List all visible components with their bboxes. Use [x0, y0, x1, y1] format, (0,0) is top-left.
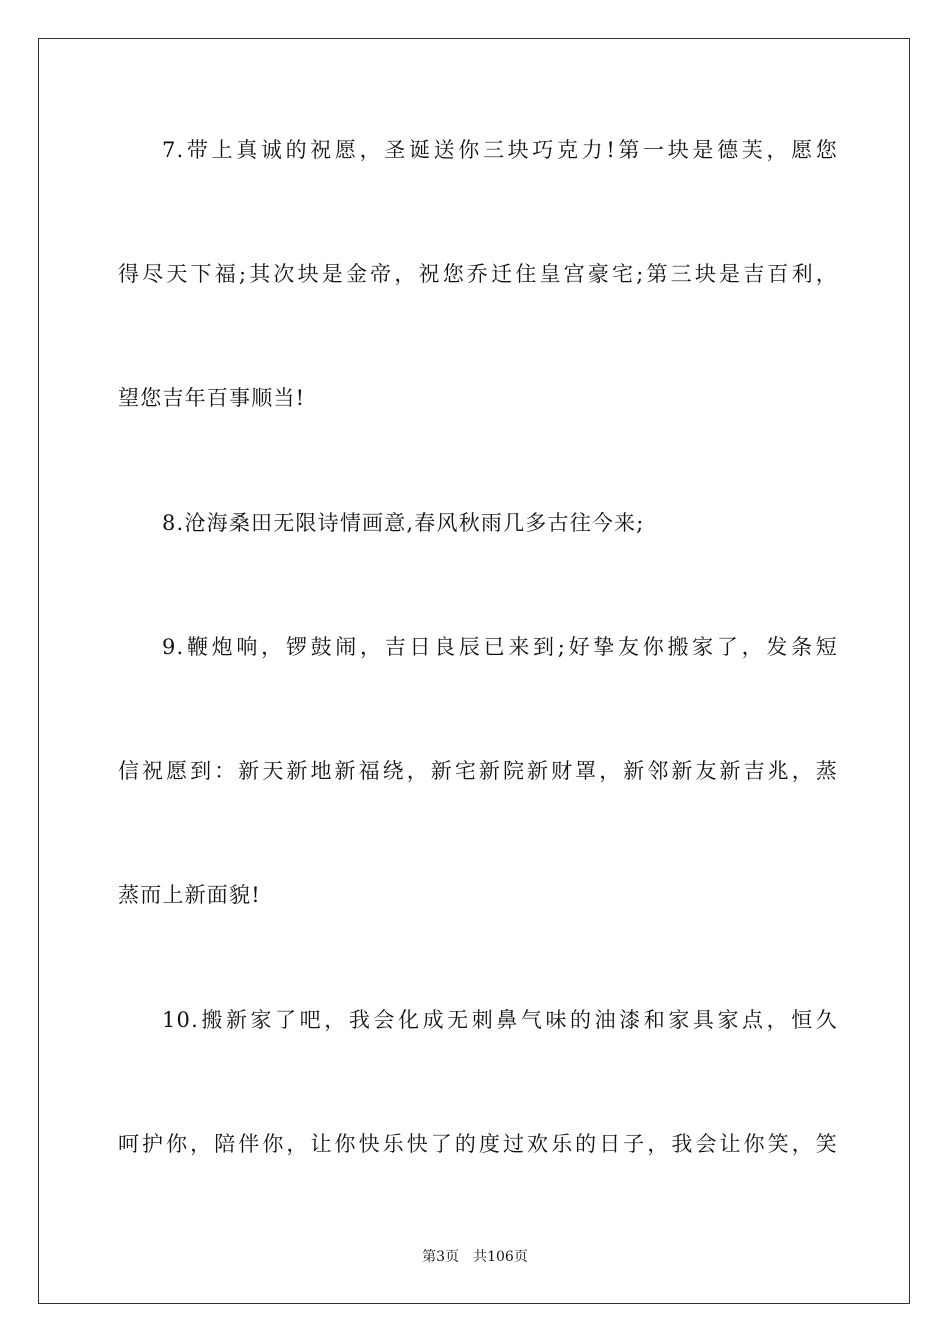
paragraph-9-line-2: 信祝愿到：新天新地新福绕，新宅新院新财罩，新邻新友新吉兆，蒸	[118, 759, 838, 783]
paragraph-7-line-3: 望您吉年百事顺当!	[118, 386, 306, 410]
page-border	[38, 38, 910, 1304]
paragraph-9-line-3: 蒸而上新面貌!	[118, 883, 261, 907]
paragraph-10-line-2: 呵护你，陪伴你，让你快乐快了的度过欢乐的日子，我会让你笑，笑	[118, 1132, 838, 1156]
paragraph-8-line-1: 8.沧海桑田无限诗情画意,春风秋雨几多古往今来;	[162, 511, 645, 535]
page-total-label: 共106页	[473, 1249, 528, 1265]
paragraph-7-line-2: 得尽天下福;其次块是金帝，祝您乔迁住皇宫豪宅;第三块是吉百利，	[118, 262, 838, 286]
paragraph-10-line-1: 10.搬新家了吧，我会化成无刺鼻气味的油漆和家具家点，恒久	[162, 1008, 838, 1032]
page-number-label: 第3页	[422, 1249, 460, 1265]
page-footer	[0, 1248, 950, 1266]
paragraph-7-line-1: 7.带上真诚的祝愿，圣诞送你三块巧克力!第一块是德芙，愿您	[162, 138, 838, 162]
paragraph-9-line-1: 9.鞭炮响，锣鼓闹，吉日良辰已来到;好挚友你搬家了，发条短	[162, 635, 838, 659]
